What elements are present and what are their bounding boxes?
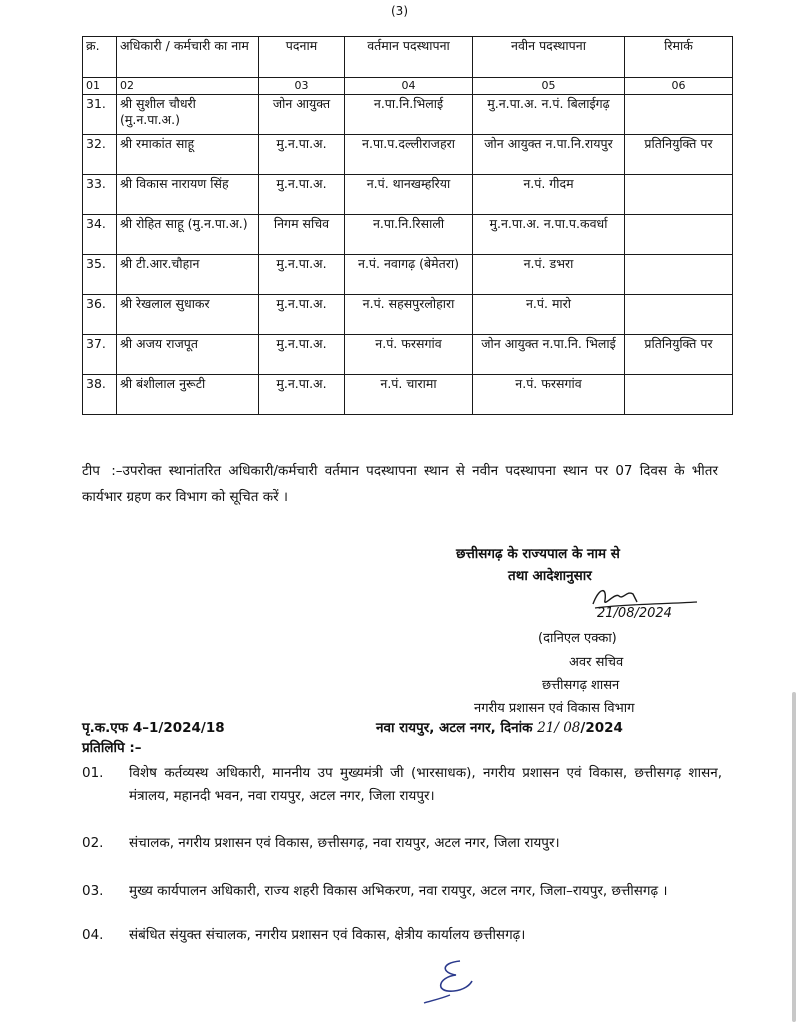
table-row [83,335,733,375]
copy-item-number: 03. [82,883,104,899]
cell-designation: मु.न.पा.अ. [259,255,345,295]
page-number: (3) [391,4,408,18]
cell-sr: 32. [83,135,117,175]
table-row [83,255,733,295]
cell-current-posting: न.पा.नि.रिसाली [345,215,473,255]
cell-new-posting: न.पं. डभरा [473,255,625,295]
cell-new-posting: मु.न.पा.अ. न.पं. बिलाईगढ़ [473,95,625,135]
signer-department: नगरीय प्रशासन एवं विकास विभाग [474,701,635,716]
cell-new-posting: न.पं. मारो [473,295,625,335]
cell-name: श्री विकास नारायण सिंह [117,175,259,215]
cell-remark [625,175,733,215]
copy-item-number: 04. [82,927,104,943]
cell-current-posting: न.पा.प.दल्लीराजहरा [345,135,473,175]
cell-new-posting: जोन आयुक्त न.पा.नि. भिलाई [473,335,625,375]
col-number: 03 [259,78,345,95]
cell-remark [625,95,733,135]
col-number: 04 [345,78,473,95]
header-current-posting: वर्तमान पदस्थापना [345,37,473,78]
header-new-posting: नवीन पदस्थापना [473,37,625,78]
cell-name: श्री टी.आर.चौहान [117,255,259,295]
cell-designation: मु.न.पा.अ. [259,375,345,415]
copy-item-number: 01. [82,765,104,781]
copy-item-text: संचालक, नगरीय प्रशासन एवं विकास, छत्तीसगढ़, नवा रायपुर, अटल नगर, जिला रायपुर। [129,835,560,851]
cell-current-posting: न.पं. सहसपुरलोहारा [345,295,473,335]
cell-designation: मु.न.पा.अ. [259,135,345,175]
copy-item [82,762,722,808]
cell-sr: 34. [83,215,117,255]
copy-item [82,924,722,947]
cell-current-posting: न.पं. नवागढ़ (बेमेतरा) [345,255,473,295]
cell-sr: 35. [83,255,117,295]
table-row [83,375,733,415]
cell-new-posting: मु.न.पा.अ. न.पा.प.कवर्धा [473,215,625,255]
note-paragraph [82,458,718,510]
copy-item [82,832,722,855]
cell-remark: प्रतिनियुक्ति पर [625,135,733,175]
cell-remark [625,215,733,255]
copy-to-heading: प्रतिलिपि :– [82,740,142,756]
header-sr: क्र. [83,37,117,78]
place-prefix: नवा रायपुर, अटल नगर, दिनांक [376,720,533,736]
col-number: 01 [83,78,117,95]
cell-remark [625,255,733,295]
handwritten-date: 21/ 08 [537,720,581,736]
order-line: तथा आदेशानुसार [508,568,592,584]
col-number: 06 [625,78,733,95]
table-row [83,215,733,255]
cell-current-posting: न.पा.नि.भिलाई [345,95,473,135]
cell-remark [625,375,733,415]
cell-current-posting: न.पं. थानखम्हरिया [345,175,473,215]
copy-item-text: मुख्य कार्यपालन अधिकारी, राज्य शहरी विकास अभिकरण, नवा रायपुर, अटल नगर, जिला–रायपुर, छत्तीसगढ़ । [129,883,668,899]
cell-sr: 33. [83,175,117,215]
cell-new-posting: न.पं. फरसगांव [473,375,625,415]
note-label: टीप [82,463,100,479]
cell-current-posting: न.पं. चारामा [345,375,473,415]
signer-designation: अवर सचिव [569,655,624,670]
cell-name: श्री रोहित साहू (मु.न.पा.अ.) [117,215,259,255]
cell-sr: 38. [83,375,117,415]
cell-name: श्री बंशीलाल नुरूटी [117,375,259,415]
scrollbar[interactable] [792,692,796,1022]
copy-item-text: विशेष कर्तव्यस्थ अधिकारी, माननीय उप मुख्यमंत्री जी (भारसाधक), नगरीय प्रशासन एवं विकास, छत्तीसगढ़ शासन, मंत्रालय, महानदी भवन, नवा रायपुर, अटल नगर, जिला रायपुर। [129,765,722,804]
header-name: अधिकारी / कर्मचारी का नाम [117,37,259,78]
cell-new-posting: जोन आयुक्त न.पा.नि.रायपुर [473,135,625,175]
place-date-line [376,718,623,736]
cell-remark: प्रतिनियुक्ति पर [625,335,733,375]
copy-item-text: संबंधित संयुक्त संचालक, नगरीय प्रशासन एवं विकास, क्षेत्रीय कार्यालय छत्तीसगढ़। [129,927,526,943]
signer-name: (दानिएल एक्का) [538,631,617,646]
initial-scribble [420,955,490,1005]
authority-line: छत्तीसगढ़ के राज्यपाल के नाम से [456,546,620,562]
table-row [83,135,733,175]
header-designation: पदनाम [259,37,345,78]
table-row [83,175,733,215]
column-number-row [83,78,733,95]
cell-designation: मु.न.पा.अ. [259,175,345,215]
note-text: :–उपरोक्त स्थानांतरित अधिकारी/कर्मचारी वर्तमान पदस्थापना स्थान से नवीन पदस्थापना स्थान पर 07 दिवस के भीतर कार्यभार ग्रहण कर विभाग को सूचित करें । [82,463,719,505]
reference-number: पृ.क.एफ 4–1/2024/18 [82,720,225,736]
cell-designation: मु.न.पा.अ. [259,335,345,375]
signer-government: छत्तीसगढ़ शासन [542,678,620,693]
table-header-row [83,37,733,78]
table-row [83,295,733,335]
cell-name: श्री रेखलाल सुधाकर [117,295,259,335]
copy-item [82,880,722,903]
transfer-table [82,36,733,415]
col-number: 02 [117,78,259,95]
cell-name: श्री सुशील चौधरी (मु.न.पा.अ.) [117,95,259,135]
date-year: /2024 [580,720,623,736]
cell-sr: 37. [83,335,117,375]
cell-new-posting: न.पं. गीदम [473,175,625,215]
cell-designation: निगम सचिव [259,215,345,255]
table-row [83,95,733,135]
cell-name: श्री अजय राजपूत [117,335,259,375]
cell-remark [625,295,733,335]
cell-name: श्री रमाकांत साहू [117,135,259,175]
col-number: 05 [473,78,625,95]
cell-sr: 31. [83,95,117,135]
cell-designation: जोन आयुक्त [259,95,345,135]
copy-item-number: 02. [82,835,104,851]
cell-current-posting: न.पं. फरसगांव [345,335,473,375]
signature-date: 21/08/2024 [597,606,672,621]
header-remark: रिमार्क [625,37,733,78]
cell-sr: 36. [83,295,117,335]
cell-designation: मु.न.पा.अ. [259,295,345,335]
